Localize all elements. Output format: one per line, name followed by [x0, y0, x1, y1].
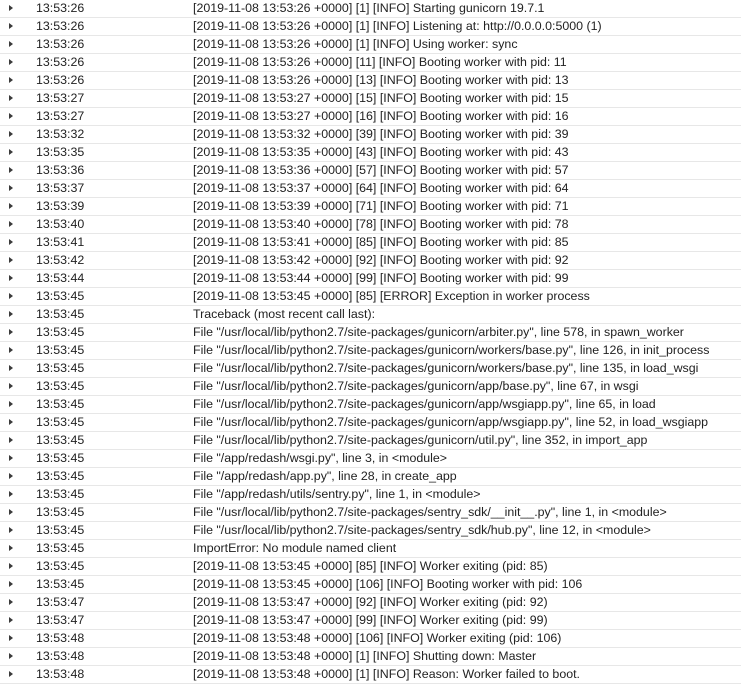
- log-timestamp: 13:53:45: [36, 361, 85, 375]
- log-timestamp: 13:53:45: [36, 379, 85, 393]
- log-row[interactable]: [0, 180, 741, 198]
- caret-right-icon[interactable]: [9, 545, 13, 551]
- log-row[interactable]: [0, 396, 741, 414]
- log-timestamp: 13:53:45: [36, 523, 85, 537]
- caret-right-icon[interactable]: [9, 167, 13, 173]
- log-timestamp: 13:53:36: [36, 163, 85, 177]
- caret-right-icon[interactable]: [9, 437, 13, 443]
- log-row[interactable]: [0, 36, 741, 54]
- log-row[interactable]: [0, 18, 741, 36]
- log-row[interactable]: [0, 234, 741, 252]
- log-message: [2019-11-08 13:53:45 +0000] [106] [INFO] Booting worker with pid: 106: [193, 577, 583, 591]
- log-timestamp: 13:53:40: [36, 217, 85, 231]
- log-message: [2019-11-08 13:53:47 +0000] [99] [INFO] Worker exiting (pid: 99): [193, 613, 548, 627]
- log-message: [2019-11-08 13:53:47 +0000] [92] [INFO] Worker exiting (pid: 92): [193, 595, 548, 609]
- caret-right-icon[interactable]: [9, 365, 13, 371]
- caret-right-icon[interactable]: [9, 41, 13, 47]
- caret-right-icon[interactable]: [9, 77, 13, 83]
- log-timestamp: 13:53:45: [36, 487, 85, 501]
- caret-right-icon[interactable]: [9, 527, 13, 533]
- log-row[interactable]: [0, 162, 741, 180]
- log-row[interactable]: [0, 0, 741, 18]
- log-row[interactable]: [0, 558, 741, 576]
- log-row[interactable]: [0, 90, 741, 108]
- log-timestamp: 13:53:45: [36, 559, 85, 573]
- caret-right-icon[interactable]: [9, 617, 13, 623]
- log-message: [2019-11-08 13:53:44 +0000] [99] [INFO] Booting worker with pid: 99: [193, 271, 569, 285]
- log-row[interactable]: [0, 504, 741, 522]
- caret-right-icon[interactable]: [9, 239, 13, 245]
- log-timestamp: 13:53:32: [36, 127, 85, 141]
- log-row[interactable]: [0, 378, 741, 396]
- log-message: Traceback (most recent call last):: [193, 307, 376, 321]
- log-timestamp: 13:53:45: [36, 307, 85, 321]
- log-message: File "/usr/local/lib/python2.7/site-packages/gunicorn/app/wsgiapp.py", line 65, in load: [193, 397, 656, 411]
- log-message: [2019-11-08 13:53:27 +0000] [15] [INFO] Booting worker with pid: 15: [193, 91, 569, 105]
- log-timestamp: 13:53:45: [36, 577, 85, 591]
- log-message: [2019-11-08 13:53:32 +0000] [39] [INFO] Booting worker with pid: 39: [193, 127, 569, 141]
- log-message: [2019-11-08 13:53:40 +0000] [78] [INFO] Booting worker with pid: 78: [193, 217, 569, 231]
- caret-right-icon[interactable]: [9, 635, 13, 641]
- log-row[interactable]: [0, 486, 741, 504]
- log-row[interactable]: [0, 126, 741, 144]
- log-row[interactable]: [0, 198, 741, 216]
- log-row[interactable]: [0, 522, 741, 540]
- log-message: [2019-11-08 13:53:26 +0000] [1] [INFO] Listening at: http://0.0.0.0:5000 (1): [193, 19, 602, 33]
- log-message: File "/usr/local/lib/python2.7/site-packages/gunicorn/arbiter.py", line 578, in spawn_worker: [193, 325, 684, 339]
- log-message: File "/usr/local/lib/python2.7/site-packages/gunicorn/workers/base.py", line 126, in init_process: [193, 343, 710, 357]
- log-timestamp: 13:53:26: [36, 1, 85, 15]
- caret-right-icon[interactable]: [9, 185, 13, 191]
- log-timestamp: 13:53:26: [36, 55, 85, 69]
- log-timestamp: 13:53:26: [36, 37, 85, 51]
- log-timestamp: 13:53:48: [36, 649, 85, 663]
- log-timestamp: 13:53:47: [36, 595, 85, 609]
- log-timestamp: 13:53:47: [36, 613, 85, 627]
- caret-right-icon[interactable]: [9, 113, 13, 119]
- log-timestamp: 13:53:27: [36, 109, 85, 123]
- caret-right-icon[interactable]: [9, 257, 13, 263]
- caret-right-icon[interactable]: [9, 149, 13, 155]
- log-message: [2019-11-08 13:53:35 +0000] [43] [INFO] Booting worker with pid: 43: [193, 145, 569, 159]
- log-row[interactable]: [0, 252, 741, 270]
- log-timestamp: 13:53:26: [36, 73, 85, 87]
- log-message: [2019-11-08 13:53:26 +0000] [11] [INFO] Booting worker with pid: 11: [193, 55, 567, 69]
- log-message: [2019-11-08 13:53:26 +0000] [1] [INFO] Using worker: sync: [193, 37, 518, 51]
- log-timestamp: 13:53:45: [36, 415, 85, 429]
- log-message: File "/app/redash/utils/sentry.py", line 1, in <module>: [193, 487, 481, 501]
- log-timestamp: 13:53:45: [36, 451, 85, 465]
- log-row[interactable]: [0, 288, 741, 306]
- log-message: [2019-11-08 13:53:48 +0000] [1] [INFO] Reason: Worker failed to boot.: [193, 667, 580, 681]
- caret-right-icon[interactable]: [9, 509, 13, 515]
- log-message: [2019-11-08 13:53:37 +0000] [64] [INFO] Booting worker with pid: 64: [193, 181, 569, 195]
- log-timestamp: 13:53:41: [36, 235, 85, 249]
- caret-right-icon[interactable]: [9, 131, 13, 137]
- log-message: [2019-11-08 13:53:41 +0000] [85] [INFO] Booting worker with pid: 85: [193, 235, 569, 249]
- log-timestamp: 13:53:45: [36, 325, 85, 339]
- caret-right-icon[interactable]: [9, 599, 13, 605]
- caret-right-icon[interactable]: [9, 401, 13, 407]
- caret-right-icon[interactable]: [9, 581, 13, 587]
- log-message: [2019-11-08 13:53:45 +0000] [85] [ERROR] Exception in worker process: [193, 289, 590, 303]
- caret-right-icon[interactable]: [9, 491, 13, 497]
- caret-right-icon[interactable]: [9, 203, 13, 209]
- log-row[interactable]: [0, 432, 741, 450]
- caret-right-icon[interactable]: [9, 293, 13, 299]
- log-message: File "/usr/local/lib/python2.7/site-packages/gunicorn/app/base.py", line 67, in wsgi: [193, 379, 639, 393]
- log-row[interactable]: [0, 576, 741, 594]
- log-message: File "/app/redash/wsgi.py", line 3, in <module>: [193, 451, 447, 465]
- log-message: [2019-11-08 13:53:36 +0000] [57] [INFO] Booting worker with pid: 57: [193, 163, 569, 177]
- log-timestamp: 13:53:48: [36, 667, 85, 681]
- log-row[interactable]: [0, 306, 741, 324]
- log-row[interactable]: [0, 666, 741, 684]
- caret-right-icon[interactable]: [9, 473, 13, 479]
- log-row[interactable]: [0, 72, 741, 90]
- log-row[interactable]: [0, 594, 741, 612]
- log-timestamp: 13:53:37: [36, 181, 85, 195]
- log-message: File "/usr/local/lib/python2.7/site-packages/gunicorn/workers/base.py", line 135, in load_wsgi: [193, 361, 699, 375]
- log-timestamp: 13:53:45: [36, 505, 85, 519]
- log-row[interactable]: [0, 630, 741, 648]
- log-row[interactable]: [0, 468, 741, 486]
- log-row[interactable]: [0, 414, 741, 432]
- log-timestamp: 13:53:26: [36, 19, 85, 33]
- caret-right-icon[interactable]: [9, 671, 13, 677]
- log-message: [2019-11-08 13:53:26 +0000] [1] [INFO] Starting gunicorn 19.7.1: [193, 1, 545, 15]
- log-message: File "/usr/local/lib/python2.7/site-packages/sentry_sdk/__init__.py", line 1, in <module>: [193, 505, 667, 519]
- log-message: [2019-11-08 13:53:48 +0000] [106] [INFO] Worker exiting (pid: 106): [193, 631, 562, 645]
- log-row[interactable]: [0, 360, 741, 378]
- log-timestamp: 13:53:35: [36, 145, 85, 159]
- log-timestamp: 13:53:45: [36, 541, 85, 555]
- log-timestamp: 13:53:27: [36, 91, 85, 105]
- caret-right-icon[interactable]: [9, 275, 13, 281]
- log-timestamp: 13:53:39: [36, 199, 85, 213]
- log-row[interactable]: [0, 648, 741, 666]
- log-row[interactable]: [0, 270, 741, 288]
- log-message: [2019-11-08 13:53:39 +0000] [71] [INFO] Booting worker with pid: 71: [193, 199, 569, 213]
- caret-right-icon[interactable]: [9, 419, 13, 425]
- log-timestamp: 13:53:42: [36, 253, 85, 267]
- caret-right-icon[interactable]: [9, 329, 13, 335]
- caret-right-icon[interactable]: [9, 23, 13, 29]
- log-row[interactable]: [0, 450, 741, 468]
- log-timestamp: 13:53:45: [36, 397, 85, 411]
- log-timestamp: 13:53:45: [36, 343, 85, 357]
- log-row[interactable]: [0, 540, 741, 558]
- caret-right-icon[interactable]: [9, 563, 13, 569]
- log-message: [2019-11-08 13:53:26 +0000] [13] [INFO] Booting worker with pid: 13: [193, 73, 569, 87]
- log-row[interactable]: [0, 144, 741, 162]
- log-message: [2019-11-08 13:53:48 +0000] [1] [INFO] Shutting down: Master: [193, 649, 537, 663]
- log-row[interactable]: [0, 108, 741, 126]
- caret-right-icon[interactable]: [9, 221, 13, 227]
- log-message: [2019-11-08 13:53:42 +0000] [92] [INFO] Booting worker with pid: 92: [193, 253, 569, 267]
- caret-right-icon[interactable]: [9, 347, 13, 353]
- caret-right-icon[interactable]: [9, 59, 13, 65]
- log-message: File "/usr/local/lib/python2.7/site-packages/gunicorn/util.py", line 352, in import_app: [193, 433, 648, 447]
- caret-right-icon[interactable]: [9, 455, 13, 461]
- log-timestamp: 13:53:45: [36, 433, 85, 447]
- caret-right-icon[interactable]: [9, 653, 13, 659]
- caret-right-icon[interactable]: [9, 383, 13, 389]
- caret-right-icon[interactable]: [9, 95, 13, 101]
- log-message: ImportError: No module named client: [193, 541, 397, 555]
- log-row[interactable]: [0, 216, 741, 234]
- log-row[interactable]: [0, 342, 741, 360]
- caret-right-icon[interactable]: [9, 5, 13, 11]
- log-timestamp: 13:53:45: [36, 289, 85, 303]
- log-message: [2019-11-08 13:53:27 +0000] [16] [INFO] Booting worker with pid: 16: [193, 109, 569, 123]
- caret-right-icon[interactable]: [9, 311, 13, 317]
- log-row[interactable]: [0, 54, 741, 72]
- log-timestamp: 13:53:45: [36, 469, 85, 483]
- log-message: File "/app/redash/app.py", line 28, in create_app: [193, 469, 457, 483]
- log-message: File "/usr/local/lib/python2.7/site-packages/gunicorn/app/wsgiapp.py", line 52, in load_wsgiapp: [193, 415, 709, 429]
- log-row[interactable]: [0, 324, 741, 342]
- log-timestamp: 13:53:44: [36, 271, 85, 285]
- log-message: [2019-11-08 13:53:45 +0000] [85] [INFO] Worker exiting (pid: 85): [193, 559, 548, 573]
- log-message: File "/usr/local/lib/python2.7/site-packages/sentry_sdk/hub.py", line 12, in <module>: [193, 523, 651, 537]
- log-timestamp: 13:53:48: [36, 631, 85, 645]
- log-row[interactable]: [0, 612, 741, 630]
